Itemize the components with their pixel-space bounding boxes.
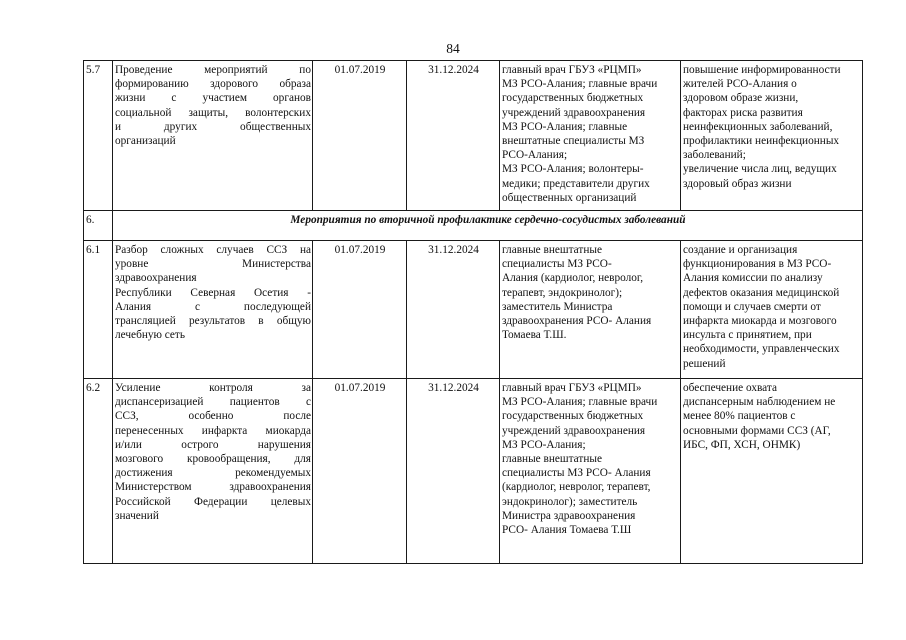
text-line: дефектов оказания медицинской [683,286,840,299]
table-row-6-1 [84,241,863,379]
text-line: мозгового кровообращения, для [115,453,311,466]
text-line: общественных организаций [502,191,637,204]
section-number: 6. [84,211,113,241]
text-line: заместитель Министра [502,300,613,313]
text-line: эндокринолог); заместитель [502,495,638,508]
text-line: Проведение мероприятий по [115,64,311,76]
start-date: 01.07.2019 [313,379,407,564]
text-line: Разбор сложных случаев ССЗ на [115,244,311,256]
text-line: функционирования в МЗ РСО- [683,258,832,271]
start-date: 01.07.2019 [313,241,407,379]
text-line: главный врач ГБУЗ «РЦМП» [502,64,642,76]
text-line: государственных бюджетных [502,92,644,105]
measures-table [83,60,863,564]
text-line: инфаркта миокарда и мозгового [683,315,837,328]
text-line: лечебную сеть [115,329,186,342]
text-line: МЗ РСО-Алания; главные врачи [502,78,658,91]
text-line: факторах риска развития [683,106,803,119]
text-line: ССЗ, особенно после [115,410,311,423]
text-line: Томаева Т.Ш. [502,329,567,342]
responsible-executors [500,61,681,211]
text-line: повышение информированности [683,64,841,76]
row-number: 6.1 [84,241,113,379]
text-line: здравоохранения [115,272,197,285]
text-line: терапевт, эндокринолог); [502,286,623,299]
text-line: инсульта с принятием, при [683,329,812,342]
text-line: значений [115,509,159,522]
table-row-5-7 [84,61,863,211]
row-number: 5.7 [84,61,113,211]
text-line: Усиление контроля за [115,382,311,394]
text-line: Алания (кардиолог, невролог, [502,272,644,285]
event-description [113,241,313,379]
text-line: учреждений здравоохранения [502,424,646,437]
text-line: решений [683,357,726,370]
responsible-executors [500,379,681,564]
text-line: здравоохранения РСО- Алания [502,315,652,328]
text-line: ИБС, ФП, ХСН, ОНМК) [683,438,801,451]
start-date: 01.07.2019 [313,61,407,211]
expected-result [681,241,863,379]
text-line: неинфекционных заболеваний, [683,120,833,133]
responsible-executors [500,241,681,379]
expected-result [681,61,863,211]
text-line: трансляцией результатов в общую [115,315,311,328]
text-line: главные внештатные [502,453,602,466]
text-line: перенесенных инфаркта миокарда [115,424,311,437]
text-line: государственных бюджетных [502,410,644,423]
text-line: (кардиолог, невролог, терапевт, [502,481,651,494]
section-row-6 [84,211,863,241]
text-line: помощи и случаев смерти от [683,300,821,313]
text-line: учреждений здравоохранения [502,106,646,119]
text-line: здоровом образе жизни, [683,92,799,105]
end-date: 31.12.2024 [407,379,500,564]
text-line: РСО- Алания Томаева Т.Ш [502,524,632,537]
text-line: менее 80% пациентов с [683,410,796,423]
expected-result [681,379,863,564]
text-line: формированию здорового образа [115,78,311,91]
text-line: уровне Министерства [115,258,311,271]
text-line: жизни с участием органов [115,92,311,105]
table-row-6-2 [84,379,863,564]
text-line: МЗ РСО-Алания; главные врачи [502,396,658,409]
text-line: Министра здравоохранения [502,509,636,522]
row-number: 6.2 [84,379,113,564]
text-line: создание и организация [683,244,798,256]
text-line: жителей РСО-Алания о [683,78,797,91]
end-date: 31.12.2024 [407,241,500,379]
text-line: МЗ РСО-Алания; волонтеры- [502,163,644,176]
text-line: внештатные специалисты МЗ [502,135,645,148]
text-line: и/или острого нарушения [115,438,311,451]
text-line: специалисты МЗ РСО- [502,258,612,271]
text-line: необходимости, управленческих [683,343,840,356]
text-line: главный врач ГБУЗ «РЦМП» [502,382,642,394]
text-line: здоровый образ жизни [683,177,792,190]
text-line: медики; представители других [502,177,650,190]
text-line: организаций [115,135,176,148]
text-line: заболеваний; [683,149,746,162]
text-line: Алания комиссии по анализу [683,272,823,285]
text-line: диспансеризацией пациентов с [115,396,311,409]
end-date: 31.12.2024 [407,61,500,211]
text-line: МЗ РСО-Алания; [502,438,586,451]
text-line: МЗ РСО-Алания; главные [502,120,628,133]
text-line: Республики Северная Осетия - [115,286,311,299]
text-line: Министерством здравоохранения [115,481,311,494]
section-title: Мероприятия по вторичной профилактике сердечно-сосудистых заболеваний [113,211,863,241]
text-line: социальной защиты, волонтерских [115,106,311,119]
text-line: и других общественных [115,120,311,133]
text-line: достижения рекомендуемых [115,467,311,480]
text-line: Алания с последующей [115,300,311,313]
text-line: обеспечение охвата [683,382,777,394]
text-line: РСО-Алания; [502,149,568,162]
event-description [113,61,313,211]
event-description [113,379,313,564]
text-line: основными формами ССЗ (АГ, [683,424,831,437]
text-line: увеличение числа лиц, ведущих [683,163,837,176]
text-line: Российской Федерации целевых [115,495,311,508]
text-line: профилактики неинфекционных [683,135,840,148]
text-line: диспансерным наблюдением не [683,396,836,409]
page-number: 84 [446,41,460,56]
text-line: главные внештатные [502,244,602,256]
text-line: специалисты МЗ РСО- Алания [502,467,651,480]
